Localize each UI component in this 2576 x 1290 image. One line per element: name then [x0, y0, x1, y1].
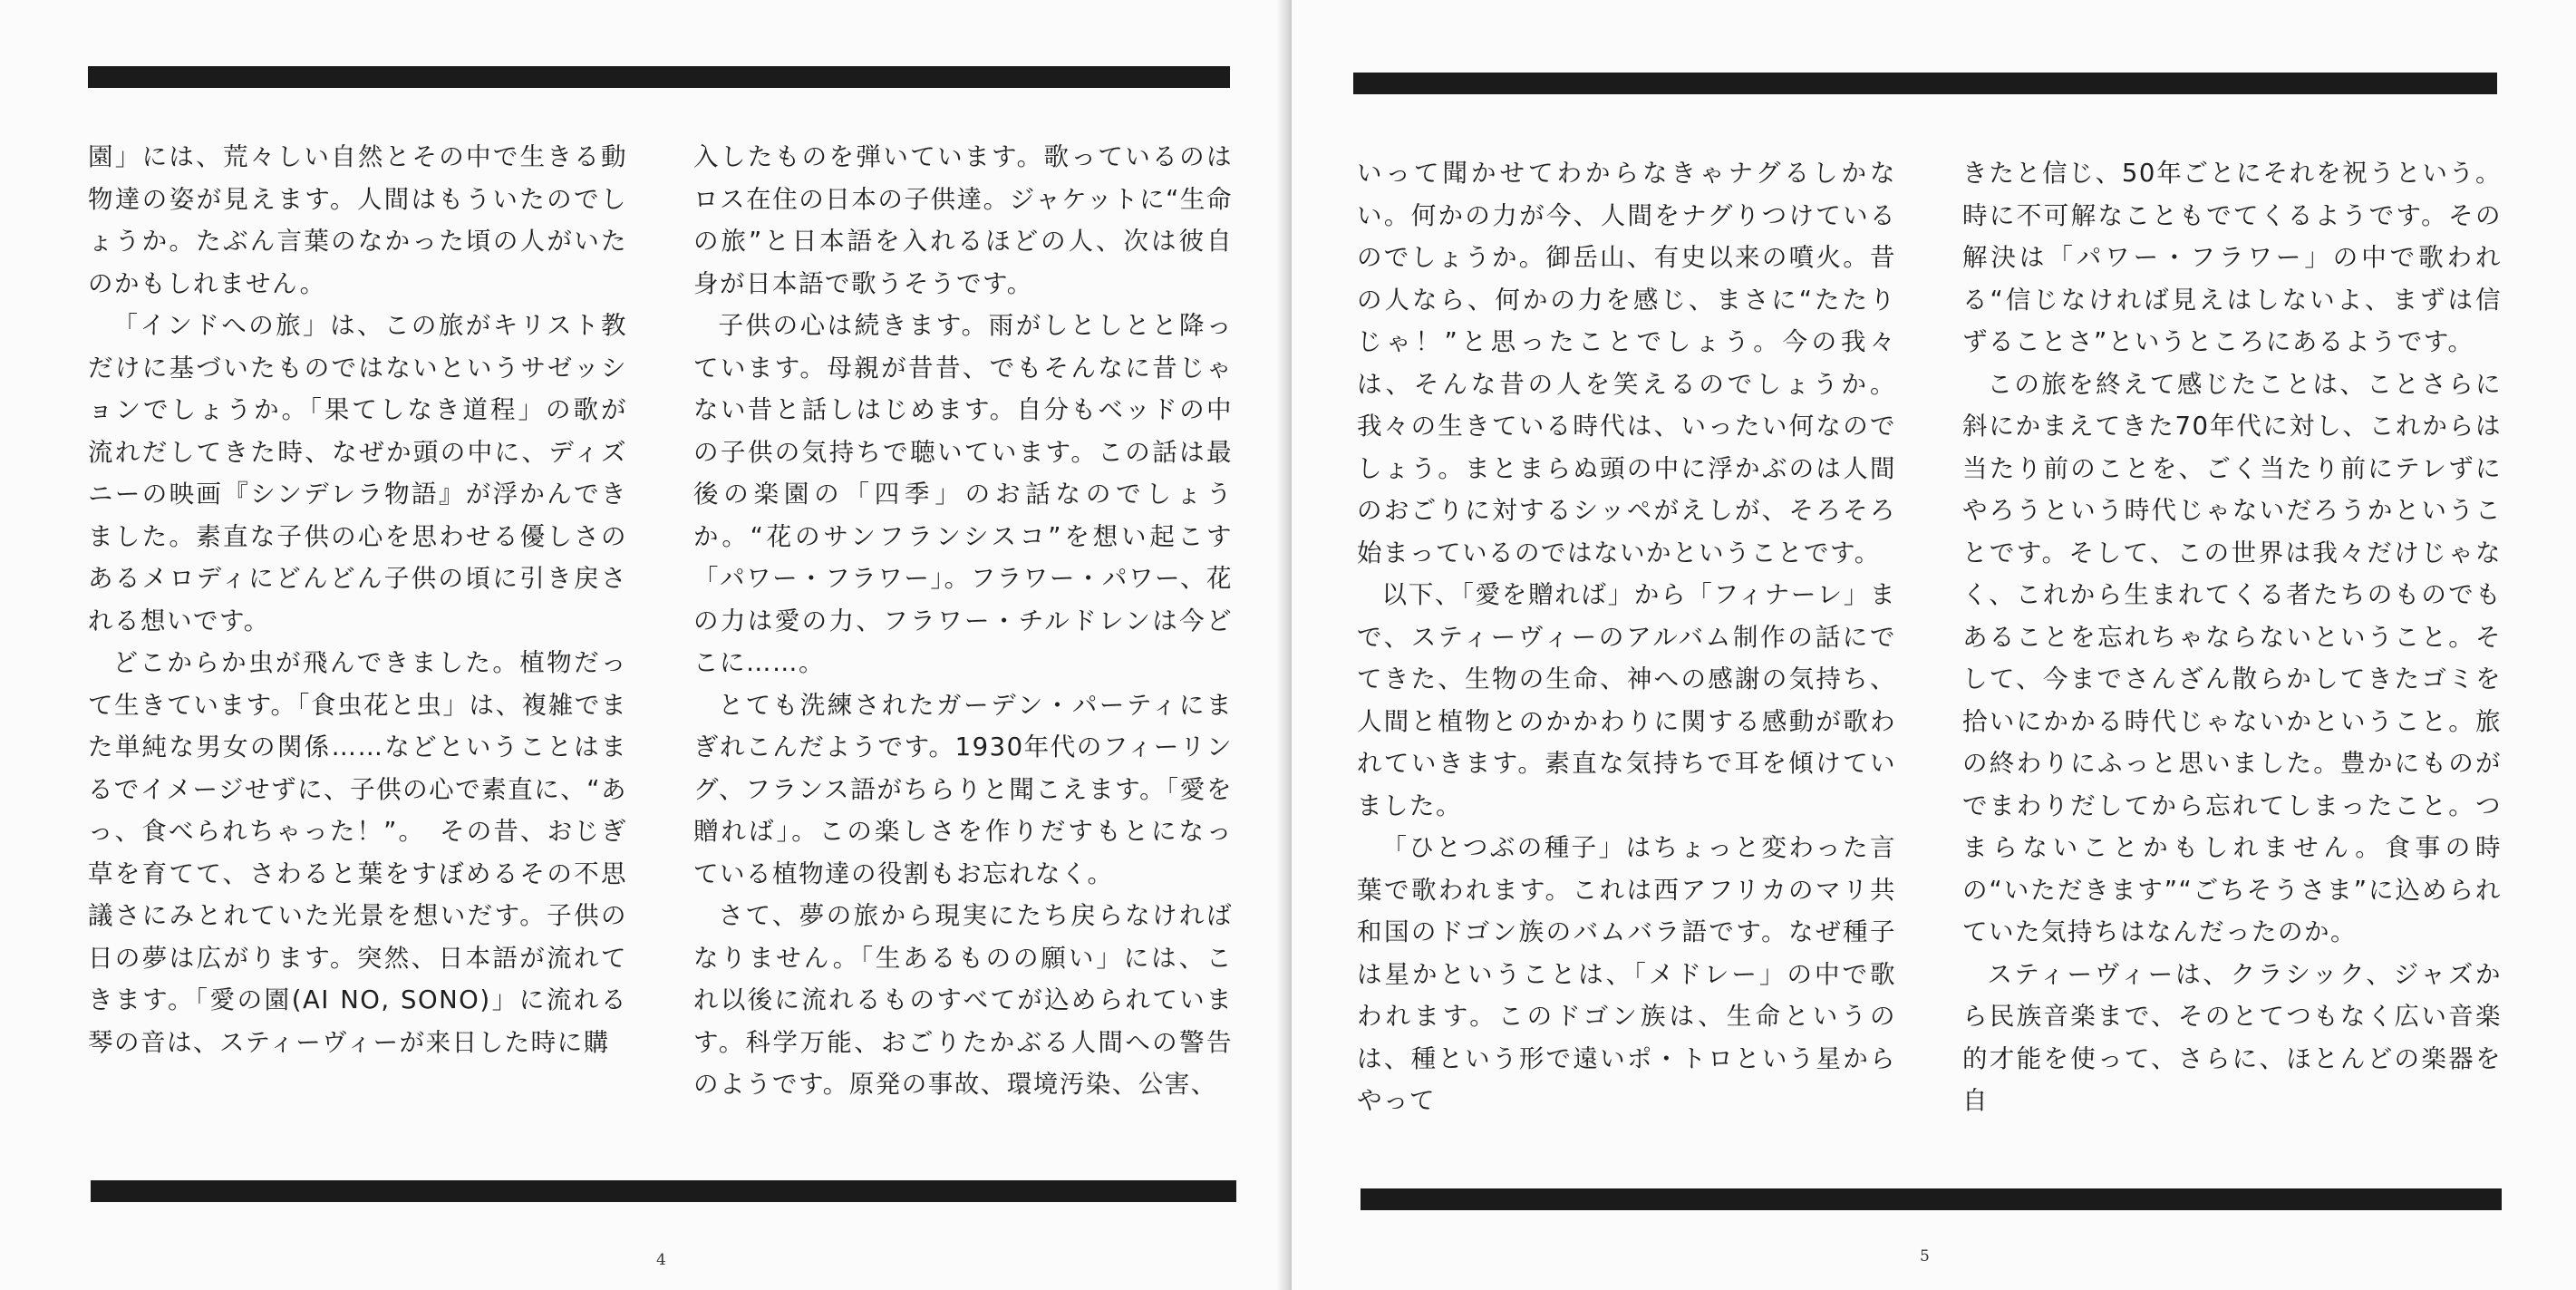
- right-page: [1292, 0, 2576, 1290]
- paragraph: 「インドへの旅」は、この旅がキリスト教だけに基づいたものではないというサゼッションでしょうか。「果てしなき道程」の歌が流れだしてきた時、なぜか頭の中に、ディズニーの映画『シンデレラ物語』が浮かんできました。素直な子供の心を思わせる優しさのあるメロディにどんどん子供の頃に引き戻される想いです。: [88, 311, 627, 635]
- left-page: [0, 0, 1287, 1290]
- paragraph: スティーヴィーは、クラシック、ジャズから民族音楽まで、そのとてつもなく広い音楽的才能を使って、さらに、ほとんどの楽器を自: [1962, 959, 2502, 1115]
- bottom-rule-bar: [91, 1180, 1236, 1202]
- top-rule-bar: [88, 66, 1230, 88]
- bottom-rule-bar: [1361, 1188, 2502, 1210]
- paragraph: この旅を終えて感じたことは、ことさらに斜にかまえてきた70年代に対し、これからは当たり前のことを、ごく当たり前にテレずにやろうという時代じゃないだろうかということです。そして、この世界は我々だけじゃなく、これから生まれてくる者たちのものでもあることを忘れちゃならないということ。そして、今までさんざん散らかしてきたゴミを拾いにかかる時代じゃないかということ。旅の終わりにふっと思いました。豊かにものがでまわりだしてから忘れてしまったこと。つまらないことかもしれません。食事の時の“いただきます”“ごちそうさま”に込められていた気持ちはなんだったのか。: [1962, 369, 2502, 946]
- left-page-column-1: [88, 136, 627, 1063]
- left-page-column-2: [693, 136, 1233, 1106]
- top-rule-bar: [1353, 73, 2497, 94]
- page-number: 4: [656, 1251, 666, 1269]
- paragraph: 「ひとつぶの種子」はちょっと変わった言葉で歌われます。これは西アフリカのマリ共和国のドゴン族のバムバラ語です。なぜ種子は星かということは、「メドレー」の中で歌われます。このドゴン族は、生命というのは、種という形で遠いポ・トロという星からやって: [1357, 833, 1896, 1115]
- right-page-column-1: [1357, 152, 1896, 1122]
- paragraph: いって聞かせてわからなきゃナグるしかない。何かの力が今、人間をナグりつけているのでしょうか。御岳山、有史以来の噴火。昔の人なら、何かの力を感じ、まさに“たたりじゃ！”と思ったことでしょう。今の我々は、そんな昔の人を笑えるのでしょうか。我々の生きている時代は、いったい何なのでしょう。まとまらぬ頭の中に浮かぶのは人間のおごりに対するシッペがえしが、そろそろ始まっているのではないかということです。: [1357, 159, 1896, 567]
- paragraph: さて、夢の旅から現実にたち戻らなければなりません。「生あるものの願い」には、これ以後に流れるものすべてが込められています。科学万能、おごりたかぶる人間への警告のようです。原発の事故、環境汚染、公害、: [693, 901, 1233, 1099]
- paragraph: きたと信じ、50年ごとにそれを祝うという。時に不可解なこともでてくるようです。その解決は「パワー・フラワー」の中で歌われる“信じなければ見えはしないよ、まずは信ずることさ”というところにあるようです。: [1962, 159, 2502, 356]
- right-page-column-2: [1962, 152, 2502, 1122]
- paragraph: 入したものを弾いています。歌っているのはロス在住の日本の子供達。ジャケットに“生命の旅”と日本語を入れるほどの人、次は彼自身が日本語で歌うそうです。: [693, 142, 1233, 298]
- paragraph: 園」には、荒々しい自然とその中で生きる動物達の姿が見えます。人間はもういたのでしょうか。たぶん言葉のなかった頃の人がいたのかもしれません。: [88, 142, 627, 298]
- paragraph: どこからか虫が飛んできました。植物だって生きています。「食虫花と虫」は、複雑でまた単純な男女の関係……などということはまるでイメージせずに、子供の心で素直に、“あっ、食べられちゃった！”。 その昔、おじぎ草を育てて、さわると葉をすぼめるその不思議さにみとれていた光景を想いだす。子供の日の夢は広がります。突然、日本語が流れてきます。「愛の園(AI NO, SONO)」に流れる琴の音は、スティーヴィーが来日した時に購: [88, 648, 627, 1057]
- paragraph: 子供の心は続きます。雨がしとしとと降っています。母親が昔昔、でもそんなに昔じゃない昔と話しはじめます。自分もベッドの中の子供の気持ちで聴いています。この話は最後の楽園の「四季」のお話なのでしょうか。“花のサンフランシスコ”を想い起こす「パワー・フラワー」。フラワー・パワー、花の力は愛の力、フラワー・チルドレンは今どこに……。: [693, 311, 1233, 677]
- page-number: 5: [1920, 1247, 1930, 1266]
- paragraph: 以下、「愛を贈れば」から「フィナーレ」まで、スティーヴィーのアルバム制作の話にでてきた、生物の生命、神への感謝の気持ち、人間と植物とのかかわりに関する感動が歌われていきます。素直な気持ちで耳を傾けていました。: [1357, 580, 1896, 820]
- paragraph: とても洗練されたガーデン・パーティにまぎれこんだようです。1930年代のフィーリング、フランス語がちらりと聞こえます。「愛を贈れば」。この楽しさを作りだすもとになっている植物達の役割もお忘れなく。: [693, 690, 1233, 888]
